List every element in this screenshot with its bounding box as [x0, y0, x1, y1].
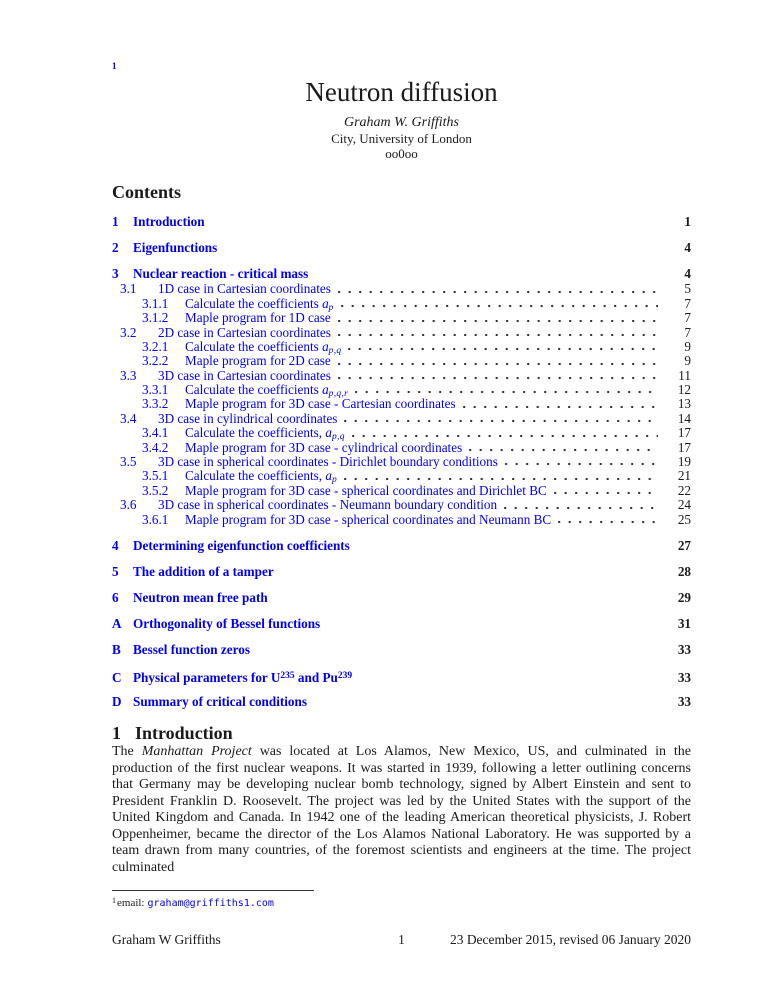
toc-dot-leader — [327, 624, 658, 628]
toc-entry-title: Determining eigenfunction coefficients — [133, 537, 350, 553]
toc-entry-page: 5 — [684, 281, 691, 297]
toc-entry-title: 3D case in spherical coordinates - Dirichlet boundary conditions — [158, 454, 498, 470]
footnote-marker: 1 — [112, 896, 116, 905]
toc-entry-page: 29 — [677, 589, 691, 605]
toc-entry-number: 3.4.1 — [142, 425, 169, 441]
section-heading — [112, 722, 233, 744]
toc-dot-leader — [338, 362, 658, 366]
toc-entry-title: Maple program for 3D case - spherical coordinates and Dirichlet BC — [185, 482, 547, 498]
toc-entry-number: B — [112, 641, 121, 657]
toc-entry-page: 24 — [677, 497, 691, 513]
toc-entry-number: 3.3 — [120, 367, 137, 383]
toc-entry-number: 3.1 — [120, 281, 137, 297]
toc-dot-leader — [355, 390, 658, 394]
toc-entry-title: Physical parameters for $U^{235}$ and Pu$^{239}$ — [133, 669, 353, 685]
toc-entry-page: 1 — [684, 214, 691, 229]
toc-entry-page: 7 — [684, 324, 691, 340]
toc-entry-title: 3D case in Cartesian coordinates — [158, 367, 331, 383]
toc-dot-leader — [348, 347, 658, 351]
footer-date: 23 December 2015, revised 06 January 2020 — [449, 932, 691, 947]
toc-entry-page: 11 — [678, 367, 691, 383]
toc-entry-3.6.1[interactable] — [112, 513, 691, 527]
toc-dot-leader — [505, 462, 658, 466]
toc-entry-title: The addition of a tamper — [133, 563, 274, 579]
toc-entry-4[interactable] — [112, 539, 691, 553]
toc-entry-number: 3.5.2 — [142, 482, 169, 498]
toc-entry-title: Bessel function zeros — [133, 641, 250, 657]
toc-dot-leader — [281, 572, 658, 576]
toc-entry-page: 33 — [677, 669, 691, 685]
toc-dot-leader — [315, 274, 658, 278]
toc-entry-page: 4 — [684, 265, 691, 281]
toc-entry-number: 3.6 — [120, 497, 137, 513]
toc-entry-page: 33 — [677, 693, 691, 709]
toc-entry-number: 3.2.1 — [142, 338, 169, 354]
section-number: 1 — [112, 723, 121, 743]
toc-entry-number: 3.2.2 — [142, 353, 169, 369]
toc-entry-number: 3.1.2 — [142, 310, 169, 326]
toc-entry-title: Introduction — [133, 214, 205, 229]
toc-dot-leader — [338, 290, 658, 294]
toc-entry-3.2.2[interactable] — [112, 354, 691, 368]
toc-entry-3.5[interactable] — [112, 455, 691, 469]
toc-dot-leader — [341, 304, 658, 308]
toc-entry-page: 4 — [684, 239, 691, 255]
toc-entry-number: 3.2 — [120, 324, 137, 340]
intro-paragraph — [112, 744, 691, 876]
toc-entry-number: 3.1.1 — [142, 295, 169, 311]
toc-dot-leader — [463, 405, 658, 409]
toc-entry-3.6[interactable] — [112, 498, 691, 512]
toc-entry-title: 2D case in Cartesian coordinates — [158, 324, 331, 340]
section-title: Introduction — [135, 723, 233, 743]
toc-entry-C[interactable] — [112, 669, 691, 683]
toc-entry-B[interactable] — [112, 643, 691, 657]
toc-entry-number: 2 — [112, 239, 119, 255]
toc-dot-leader — [257, 650, 658, 654]
toc-entry-number: 3.3.1 — [142, 382, 169, 398]
toc-entry-title: Maple program for 3D case - spherical coordinates and Neumann BC — [185, 511, 552, 527]
toc-entry-3[interactable] — [112, 267, 691, 281]
intro-lead: The — [112, 744, 142, 759]
toc-dot-leader — [314, 702, 658, 706]
toc-dot-leader — [344, 477, 658, 481]
toc-entry-3.3.1[interactable] — [112, 382, 691, 400]
toc-entry-number: 3.5.1 — [142, 468, 169, 484]
toc-entry-title: Nuclear reaction - critical mass — [133, 265, 309, 281]
footnote-email-link[interactable]: graham@griffiths1.com — [147, 898, 274, 909]
title-block — [112, 76, 691, 161]
text-column — [112, 0, 691, 994]
toc-entry-page: 7 — [684, 295, 691, 311]
toc-dot-leader — [338, 319, 658, 323]
toc-entry-page: 9 — [684, 338, 691, 354]
toc-entry-number: 3.3.2 — [142, 396, 169, 412]
toc-dot-leader — [212, 222, 658, 226]
toc-dot-leader — [352, 434, 658, 438]
contents-heading: Contents — [112, 182, 182, 202]
intro-emphasis: Manhattan Project — [141, 744, 252, 759]
toc-list — [112, 209, 691, 710]
footnote-label: email: — [117, 897, 145, 909]
toc-entry-number: D — [112, 693, 122, 709]
author-affiliation: City, University of London — [331, 131, 472, 146]
toc-entry-5[interactable] — [112, 565, 691, 579]
toc-entry-number: 3.5 — [120, 454, 137, 470]
toc-entry-page: 27 — [677, 537, 691, 553]
toc-entry-page: 33 — [677, 641, 691, 657]
toc-dot-leader — [357, 546, 658, 550]
toc-entry-3.2.1[interactable] — [112, 340, 691, 354]
toc-entry-title: Calculate the coefficients $a_{p,q}$ — [185, 338, 342, 356]
toc-entry-number: A — [112, 615, 122, 631]
toc-entry-title: Maple program for 1D case — [185, 310, 331, 326]
toc-entry-number: 6 — [112, 589, 119, 605]
toc-entry-3.5.2[interactable] — [112, 484, 691, 498]
toc-dot-leader — [554, 491, 658, 495]
toc-entry-page: 17 — [677, 439, 691, 455]
toc-entry-3.4.2[interactable] — [112, 441, 691, 455]
toc-entry-number: 3 — [112, 265, 119, 281]
toc-entry-2[interactable] — [112, 241, 691, 255]
toc-entry-number: 3.4.2 — [142, 439, 169, 455]
toc-entry-title: Maple program for 3D case - cylindrical coordinates — [185, 439, 463, 455]
footer-page-number: 1 — [398, 932, 405, 947]
toc-entry-1[interactable] — [112, 215, 691, 229]
toc-entry-page: 25 — [677, 511, 691, 527]
toc-entry-title: Eigenfunctions — [133, 239, 218, 255]
toc-entry-page: 22 — [677, 482, 691, 498]
toc-entry-3.4.1[interactable] — [112, 425, 691, 443]
toc-entry-title: Calculate the coefficients $a_{p,q,r}$ — [185, 382, 349, 400]
toc-entry-3.2[interactable] — [112, 326, 691, 340]
toc-entry-page: 12 — [677, 382, 691, 398]
toc-entry-page: 9 — [684, 353, 691, 369]
toc-entry-number: 3.6.1 — [142, 511, 169, 527]
toc-entry-A[interactable] — [112, 617, 691, 631]
toc-entry-number: 1 — [112, 214, 119, 229]
toc-entry-number: 4 — [112, 537, 119, 553]
toc-entry-title: Orthogonality of Bessel functions — [133, 615, 321, 631]
footnote-anchor-link[interactable]: 1 — [112, 61, 117, 71]
toc-entry-3.1[interactable] — [112, 282, 691, 296]
toc-entry-page: 31 — [677, 615, 691, 631]
toc-entry-3.1.1[interactable] — [112, 297, 691, 311]
toc-entry-title: Maple program for 3D case - Cartesian coordinates — [185, 396, 456, 412]
toc-dot-leader — [224, 248, 658, 252]
toc-dot-leader — [504, 506, 658, 510]
toc-entry-title: 1D case in Cartesian coordinates — [158, 281, 331, 297]
toc-entry-page: 7 — [684, 310, 691, 326]
toc-entry-page: 21 — [677, 468, 691, 484]
toc-entry-title: Summary of critical conditions — [133, 693, 307, 709]
footer-author: Graham W Griffiths — [112, 932, 221, 947]
intro-body: was located at Los Alamos, New Mexico, US, and culminated in the production of the first nuclear weapons. It was started in 1939, following a letter outlining concerns that Germany may be developing nuclear bomb technology, signed by Albert Einstein and sent to President Franklin D. Roosevelt. The project was led by the United States with the support of the United Kingdom and Canada. In 1942 one of the leading American theoretical physicists, J. Robert Oppenheimer, became the director of the Los Alamos National Laboratory. He was supported by a team drawn from many countries, of the foremost scientists and engineers at the time. The project culminated — [112, 744, 691, 875]
toc-entry-title: 3D case in cylindrical coordinates — [158, 410, 338, 426]
title-ornament: oo0oo — [385, 146, 418, 161]
toc-entry-3.5.1[interactable] — [112, 468, 691, 486]
toc-entry-page: 14 — [677, 410, 691, 426]
toc-entry-page: 28 — [677, 563, 691, 579]
toc-entry-3.3.2[interactable] — [112, 397, 691, 411]
footnote — [112, 894, 274, 910]
toc-entry-title: Calculate the coefficients, $a_{p,q}$ — [185, 425, 345, 443]
toc-dot-leader — [469, 448, 658, 452]
toc-entry-3.3[interactable] — [112, 369, 691, 383]
toc-entry-title: 3D case in spherical coordinates - Neumann boundary condition — [158, 497, 498, 513]
toc-dot-leader — [558, 520, 658, 524]
toc-entry-title: Calculate the coefficients $a_p$ — [185, 295, 334, 313]
page-footer — [112, 932, 691, 948]
toc-entry-title: Neutron mean free path — [133, 589, 268, 605]
document-title: Neutron diffusion — [305, 77, 498, 107]
toc-dot-leader — [338, 333, 658, 337]
author-name: Graham W. Griffiths — [343, 115, 459, 130]
toc-entry-number: 3.4 — [120, 410, 137, 426]
toc-entry-page: 13 — [677, 396, 691, 412]
toc-entry-page: 17 — [677, 425, 691, 441]
toc-dot-leader — [275, 598, 658, 602]
toc-entry-number: C — [112, 669, 122, 685]
footnote-rule — [112, 890, 314, 891]
toc-dot-leader — [359, 676, 658, 680]
toc-dot-leader — [338, 376, 658, 380]
toc-entry-3.4[interactable] — [112, 412, 691, 426]
toc-entry-title: Maple program for 2D case — [185, 353, 331, 369]
toc-entry-D[interactable] — [112, 695, 691, 709]
toc-entry-number: 5 — [112, 563, 119, 579]
toc-entry-6[interactable] — [112, 591, 691, 605]
toc-entry-page: 19 — [677, 454, 691, 470]
toc-dot-leader — [344, 419, 658, 423]
toc-entry-title: Calculate the coefficients, $a_p$ — [185, 468, 338, 486]
toc-entry-3.1.2[interactable] — [112, 311, 691, 325]
